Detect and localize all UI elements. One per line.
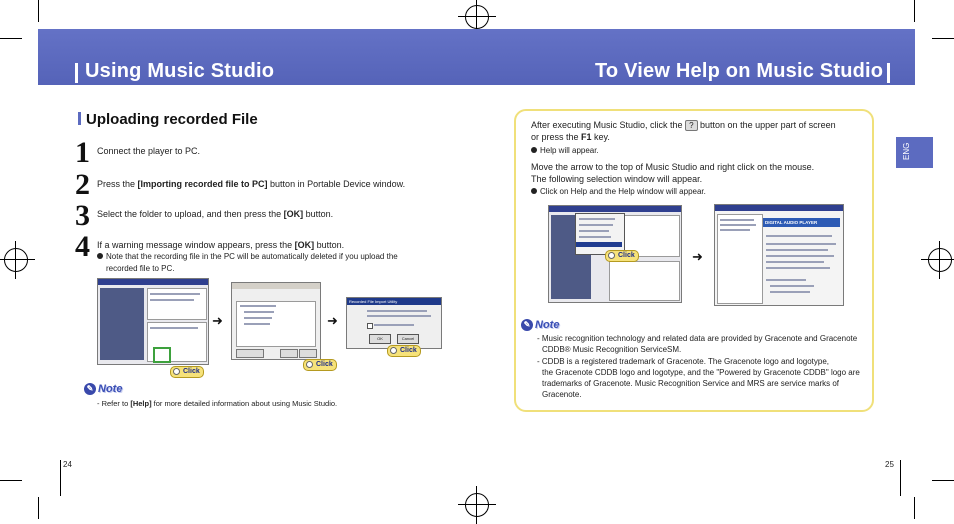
crop-mark (60, 460, 61, 496)
dialog-button (299, 349, 317, 358)
step-text-part: button. (314, 240, 345, 250)
note-text-part: for more detailed information about using Music Studio. (151, 399, 338, 408)
right-page-number: 25 (885, 460, 894, 469)
crop-mark (0, 480, 22, 481)
click-badge: Click (170, 366, 204, 378)
window-titlebar (549, 206, 681, 212)
dialog-cancel-label: Cancel (401, 336, 415, 341)
note-line: the Gracenote CDDB logo and logotype, and the "Powered by Gracenote CDDB" logo are (542, 368, 860, 377)
right-note-2 (537, 356, 867, 400)
dialog-ok-label: OK (377, 336, 383, 341)
arrow-icon: ➜ (327, 313, 338, 328)
window-titlebar (715, 205, 843, 211)
checkbox (367, 323, 373, 329)
note-line: - CDDB is a registered trademark of Gracenote. The Gracenote logo and logotype, (537, 357, 830, 366)
step-number: 4 (75, 230, 90, 263)
menu-item (579, 224, 613, 226)
step-text-part: button. (303, 209, 334, 219)
help-window-screenshot (714, 204, 844, 306)
step-4-note-line2: recorded file to PC. (106, 264, 175, 273)
left-note-text (97, 398, 337, 409)
window-titlebar (98, 279, 208, 285)
click-badge: Click (387, 345, 421, 357)
registration-mark (4, 248, 28, 272)
registration-mark (928, 248, 952, 272)
note-line: CDDB® Music Recognition ServiceSM. (542, 345, 682, 354)
crop-mark (932, 480, 954, 481)
help-bullet-1 (531, 145, 599, 156)
help-window-banner (763, 218, 840, 227)
para-bold: F1 (581, 132, 592, 142)
arrow-icon: ➜ (212, 313, 223, 328)
language-side-tab (896, 137, 933, 168)
registration-mark (465, 493, 489, 517)
step-text-part: Press the (97, 179, 138, 189)
screenshot-panel (100, 288, 144, 360)
music-studio-screenshot (97, 278, 209, 365)
dialog-button (236, 349, 264, 358)
crop-mark (900, 460, 901, 496)
browse-folder-screenshot (231, 282, 321, 360)
screenshot-row (720, 229, 750, 231)
crop-mark (932, 38, 954, 39)
click-badge: Click (303, 359, 337, 371)
screenshot-row (766, 235, 832, 237)
step-text-part: Connect the player to PC. (97, 146, 201, 156)
registration-mark (465, 5, 489, 29)
bullet-text: Help will appear. (540, 146, 599, 155)
left-page-title: Using Music Studio (85, 60, 275, 82)
note-line: - Music recognition technology and related data are provided by Gracenote and Gracenote (537, 334, 858, 343)
crop-mark (38, 0, 39, 22)
click-badge: Click (605, 250, 639, 262)
step-text-part: Select the folder to upload, and then press the (97, 209, 284, 219)
para-text: or press the (531, 132, 582, 142)
screenshot-row (720, 219, 754, 221)
step-4-text (97, 240, 344, 250)
screenshot-row (720, 224, 756, 226)
help-banner-text: DIGITAL AUDIO PLAYER (765, 220, 818, 225)
screenshot-row (150, 327, 198, 329)
screenshot-row (766, 267, 830, 269)
screenshot-row (766, 279, 806, 281)
screenshot-row (244, 311, 274, 313)
crop-mark (914, 0, 915, 22)
help-index-pane (717, 214, 763, 304)
window-titlebar (232, 283, 320, 289)
arrow-icon: ➜ (692, 249, 703, 264)
crop-mark (0, 38, 22, 39)
bullet-icon (531, 188, 537, 194)
right-page-title: To View Help on Music Studio (595, 60, 884, 82)
step-4-note-line1: Note that the recording file in the PC will be automatically deleted if you upload the (106, 252, 398, 261)
import-utility-dialog (346, 297, 442, 349)
note-label: Note (535, 319, 560, 331)
screenshot-row (244, 317, 272, 319)
note-line: trademarks of Gracenote. Music Recognition Service and MRS are service marks of (542, 379, 840, 388)
menu-item (579, 236, 611, 238)
crop-mark (914, 497, 915, 519)
screenshot-row (244, 323, 270, 325)
screenshot-row (367, 315, 431, 317)
section-heading (78, 111, 258, 128)
note-line: Gracenote. (542, 390, 582, 399)
help-intro-paragraph (531, 119, 866, 143)
title-bar-accent (75, 63, 78, 83)
screenshot-row (766, 249, 828, 251)
screenshot-row (374, 324, 414, 326)
step-2-text (97, 179, 405, 189)
dialog-title: Recorded File Import Utility (349, 299, 398, 304)
right-note-1 (537, 333, 867, 355)
step-text-part: If a warning message window appears, press the (97, 240, 295, 250)
screenshot-row (150, 293, 200, 295)
step-number: 1 (75, 136, 90, 169)
help-question-icon: ? (685, 120, 697, 131)
screenshot-row (240, 305, 276, 307)
step-1-text (97, 146, 200, 156)
note-text-part: - Refer to (97, 399, 131, 408)
screenshot-panel (609, 261, 680, 301)
note-badge (521, 318, 559, 332)
title-bar-accent (887, 63, 890, 83)
bullet-text: Click on Help and the Help window will appear. (540, 187, 706, 196)
help-bullet-2 (531, 186, 706, 197)
highlighted-import-button (153, 347, 171, 363)
step-text-part: button in Portable Device window. (267, 179, 406, 189)
note-text-bold: [Help] (130, 399, 152, 408)
section-heading-text: Uploading recorded File (86, 111, 258, 128)
bullet-icon (97, 253, 103, 259)
bullet-icon (531, 147, 537, 153)
screenshot-row (367, 310, 427, 312)
step-4-note (97, 251, 398, 275)
screenshot-row (766, 261, 824, 263)
dialog-button (280, 349, 298, 358)
note-label: Note (98, 383, 123, 395)
note-pen-icon: ✎ (521, 319, 533, 331)
dialog-ok-button (369, 334, 391, 344)
screenshot-row (770, 291, 810, 293)
screenshot-row (766, 255, 834, 257)
crop-mark (38, 497, 39, 519)
para-text: The following selection window will appear. (531, 174, 703, 184)
para-text: Move the arrow to the top of Music Studio and right click on the mouse. (531, 162, 815, 172)
para-text: key. (591, 132, 610, 142)
highlighted-help-item (576, 242, 622, 247)
menu-item (579, 230, 609, 232)
step-number: 3 (75, 199, 90, 232)
dialog-titlebar (347, 298, 441, 305)
language-tab-label: ENG (902, 142, 911, 160)
step-text-bold: [OK] (294, 240, 315, 250)
para-text: button on the upper part of screen (697, 120, 836, 130)
note-pen-icon: ✎ (84, 383, 96, 395)
para-text: After executing Music Studio, click the (531, 120, 686, 130)
menu-item (579, 218, 615, 220)
dialog-cancel-button (397, 334, 419, 344)
help-second-paragraph (531, 161, 866, 185)
heading-accent (78, 112, 81, 125)
screenshot-row (150, 299, 194, 301)
left-page-number: 24 (63, 460, 72, 469)
step-number: 2 (75, 168, 90, 201)
step-3-text (97, 209, 333, 219)
step-text-bold: [Importing recorded file to PC] (137, 179, 268, 189)
step-text-bold: [OK] (283, 209, 304, 219)
note-badge (84, 382, 122, 396)
screenshot-row (770, 285, 814, 287)
screenshot-row (766, 243, 836, 245)
